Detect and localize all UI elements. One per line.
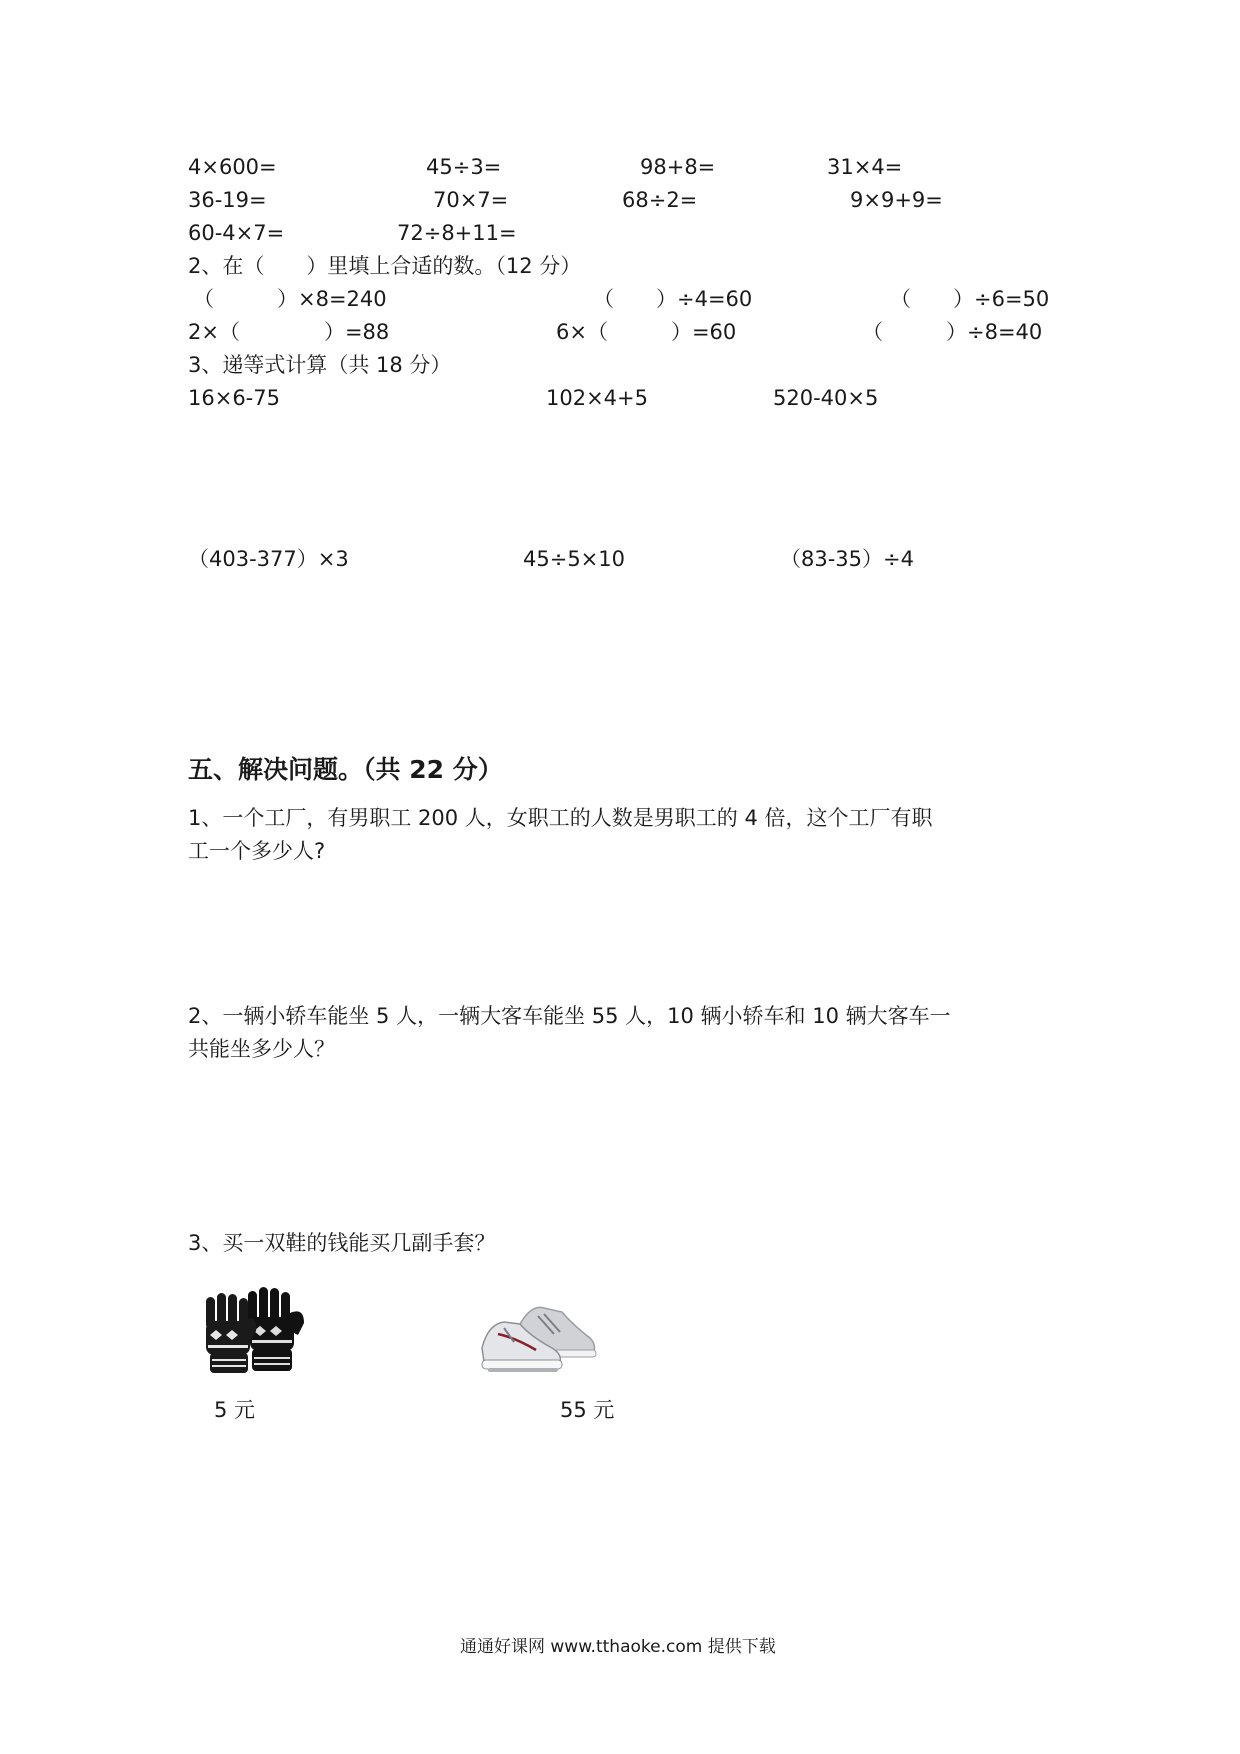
- gloves-icon: [200, 1283, 316, 1375]
- fill-blank-2-3: （ ）÷8=40: [862, 320, 1043, 344]
- gloves-price: 5 元: [214, 1398, 256, 1422]
- fill-blank-1-3: （ ）÷6=50: [890, 287, 1050, 311]
- step-calc-1-1: 16×6-75: [188, 386, 280, 410]
- section-five-heading: 五、解决问题。（共 22 分）: [188, 755, 503, 784]
- oral-calc-1-2: 45÷3=: [426, 155, 502, 179]
- fill-blank-1-2: （ ）÷4=60: [593, 287, 753, 311]
- oral-calc-1-1: 4×600=: [188, 155, 277, 179]
- oral-calc-2-3: 68÷2=: [622, 188, 698, 212]
- step-calc-2-1: （403-377）×3: [188, 547, 349, 571]
- question-2-line-2: 共能坐多少人？: [188, 1037, 335, 1061]
- page-footer: 通通好课网 www.tthaoke.com 提供下载: [460, 1637, 776, 1657]
- question-1-line-1: 1、一个工厂，有男职工 200 人，女职工的人数是男职工的 4 倍，这个工厂有职: [188, 806, 933, 830]
- oral-calc-1-3: 98+8=: [640, 155, 716, 179]
- step-calc-1-2: 102×4+5: [546, 386, 648, 410]
- oral-calc-3-1: 60-4×7=: [188, 221, 285, 245]
- oral-calc-2-1: 36-19=: [188, 188, 267, 212]
- fill-blank-1-1: （ ）×8=240: [193, 287, 387, 311]
- step-calc-2-3: （83-35）÷4: [780, 547, 914, 571]
- fill-blanks-title: 2、在（ ）里填上合适的数。（12 分）: [188, 254, 582, 278]
- sneakers-icon: [478, 1298, 598, 1378]
- oral-calc-1-4: 31×4=: [827, 155, 903, 179]
- oral-calc-3-2: 72÷8+11=: [397, 221, 517, 245]
- question-3: 3、买一双鞋的钱能买几副手套？: [188, 1231, 496, 1255]
- fill-blank-2-1: 2×（ ）=88: [188, 320, 390, 344]
- step-calc-1-3: 520-40×5: [773, 386, 879, 410]
- fill-blank-2-2: 6×（ ）=60: [556, 320, 737, 344]
- step-calc-title: 3、递等式计算（共 18 分）: [188, 353, 452, 377]
- step-calc-2-2: 45÷5×10: [523, 547, 625, 571]
- oral-calc-2-2: 70×7=: [433, 188, 509, 212]
- question-2-line-1: 2、一辆小轿车能坐 5 人，一辆大客车能坐 55 人，10 辆小轿车和 10 辆大客车一: [188, 1004, 951, 1028]
- shoes-price: 55 元: [560, 1398, 615, 1422]
- question-1-line-2: 工一个多少人?: [188, 839, 326, 863]
- oral-calc-2-4: 9×9+9=: [850, 188, 943, 212]
